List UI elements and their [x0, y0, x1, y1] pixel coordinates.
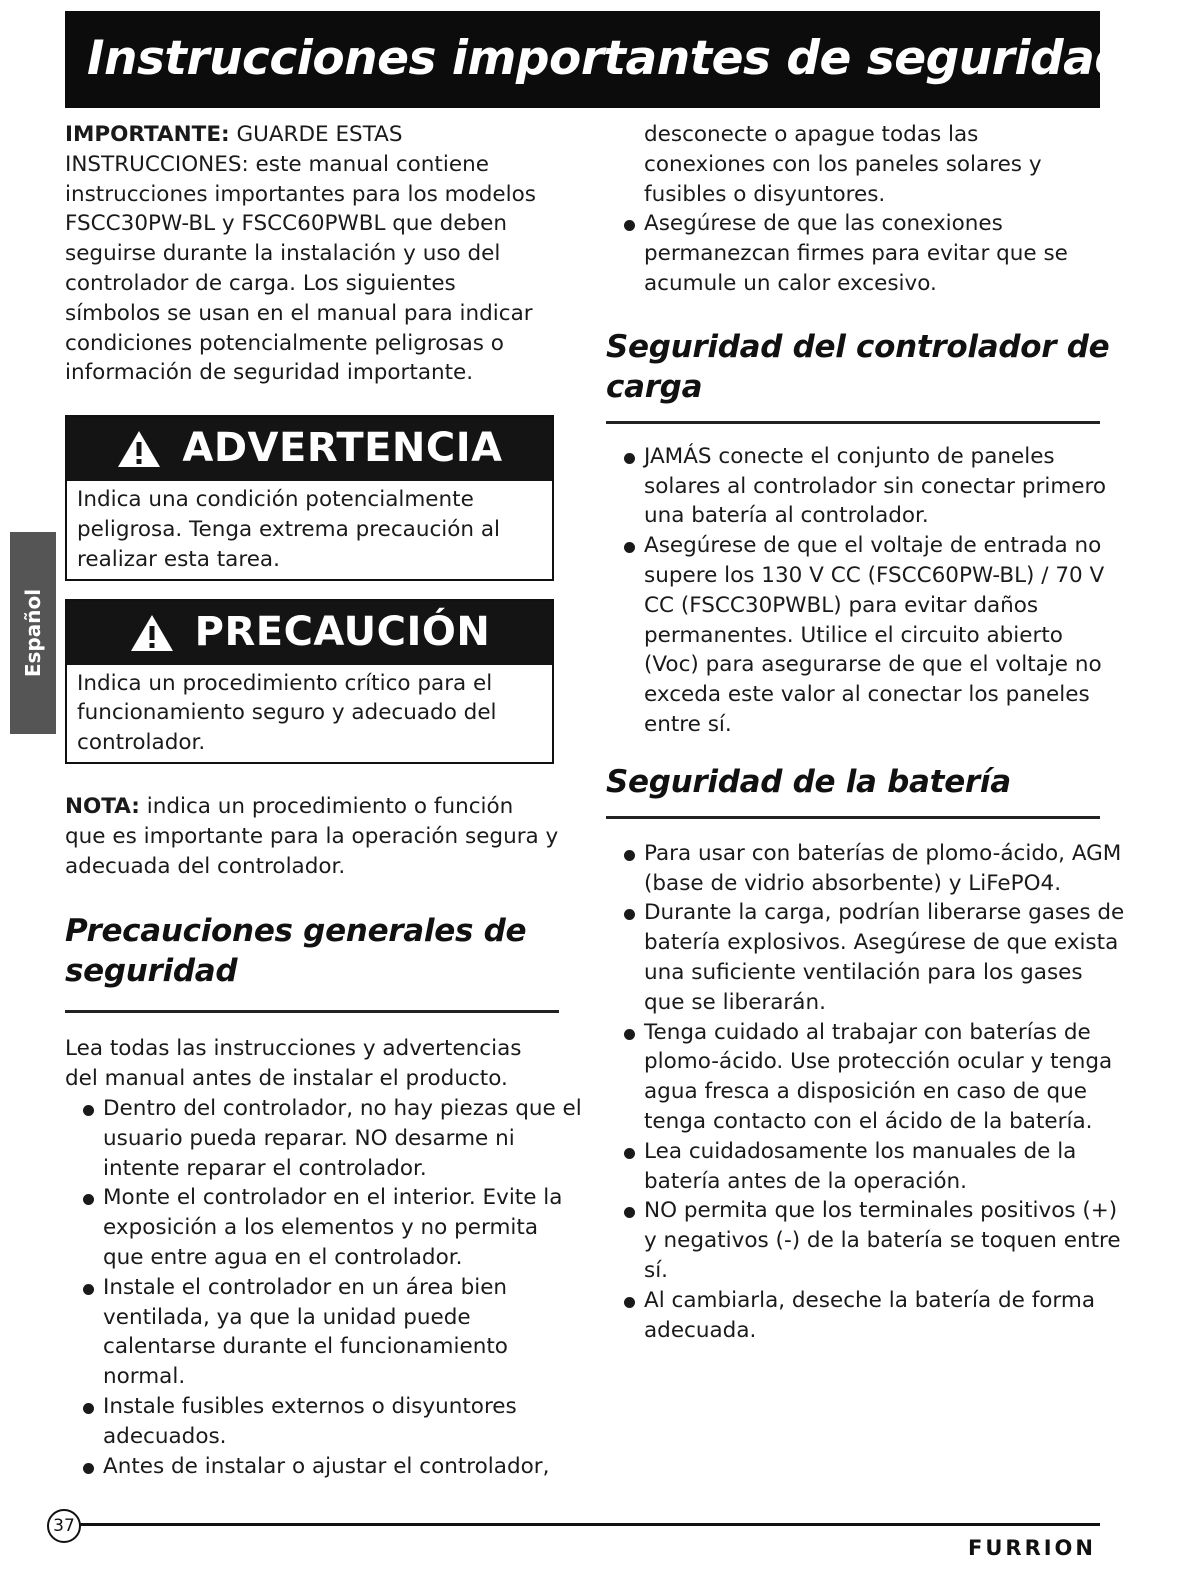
list-item [606, 1286, 1126, 1346]
bullet-icon [83, 1284, 94, 1295]
bullet-icon [624, 1148, 635, 1159]
controller-heading-rule [606, 421, 1100, 424]
list-item [606, 1196, 1126, 1285]
bullet-icon [624, 1297, 635, 1308]
list-item [606, 1137, 1126, 1197]
note-paragraph [65, 792, 560, 881]
list-item-text: Al cambiarla, deseche la batería de forma adecuada. [644, 1287, 1096, 1343]
controller-heading: Seguridad del controlador de carga [606, 328, 1110, 405]
bullet-icon [624, 1207, 635, 1218]
list-item-text: Asegúrese de que las conexiones permanezcan firmes para evitar que se acumule un calor excesivo. [644, 211, 1068, 296]
general-lead: Lea todas las instrucciones y advertencias del manual antes de instalar el producto. [65, 1036, 522, 1092]
intro-text: GUARDE ESTAS INSTRUCCIONES: este manual contiene instrucciones importantes para los modelos FSCC30PW-BL y FSCC60PWBL que deben seguirse durante la instalación y uso del controlador de carga. Los siguientes símbolos se usan en el manual para indicar condiciones potencialmente peligrosas o información de seguridad importante. [65, 122, 536, 386]
page-number: 37 [47, 1509, 81, 1543]
bullet-icon [83, 1105, 94, 1116]
list-item-text: Antes de instalar o ajustar el controlador, [103, 1453, 550, 1479]
note-text: indica un procedimiento o función que es importante para la operación segura y adecuada del controlador. [65, 793, 559, 879]
bullet-icon [624, 453, 635, 464]
list-item [606, 531, 1106, 740]
title-banner [65, 11, 1128, 108]
list-item [606, 839, 1126, 899]
footer-rule [78, 1523, 1100, 1526]
list-item-text: Durante la carga, podrían liberarse gases de batería explosivos. Asegúrese de que exista una suficiente ventilación para los gases que se liberarán. [644, 900, 1125, 1015]
language-tab-label: Español [21, 588, 45, 678]
battery-list [606, 839, 1126, 1346]
caution-box [65, 599, 554, 764]
bullet-icon [624, 1029, 635, 1040]
battery-heading: Seguridad de la batería [606, 763, 1011, 800]
intro-label: IMPORTANTE: [65, 122, 230, 147]
caution-header [67, 601, 552, 665]
intro-paragraph [65, 120, 555, 388]
bullet-icon [83, 1194, 94, 1205]
list-item [65, 1452, 585, 1482]
battery-heading-rule [606, 816, 1100, 819]
bullet-icon [624, 909, 635, 920]
brand-logo: FURRION [968, 1536, 1096, 1560]
general-heading: Precauciones generales de seguridad [65, 913, 527, 990]
list-item-text: JAMÁS conecte el conjunto de paneles solares al controlador sin conectar primero una batería al controlador. [644, 443, 1107, 529]
general-list [65, 1094, 585, 1481]
caution-triangle-icon [129, 613, 175, 653]
list-item [65, 1094, 585, 1183]
warning-label: ADVERTENCIA [182, 425, 503, 472]
list-item [65, 1273, 585, 1392]
list-item-text: Dentro del controlador, no hay piezas que el usuario pueda reparar. NO desarme ni intente reparar el controlador. [103, 1095, 582, 1181]
list-item-text: Lea cuidadosamente los manuales de la batería antes de la operación. [644, 1138, 1077, 1194]
list-item [606, 898, 1126, 1017]
bullet-icon [624, 220, 635, 231]
controller-list [606, 442, 1106, 740]
general-continued-text: desconecte o apague todas las conexiones con los paneles solares y fusibles o disyuntores. [644, 122, 1042, 207]
list-item-text: Instale fusibles externos o disyuntores adecuados. [103, 1393, 517, 1449]
list-item [606, 209, 1086, 298]
right-column [606, 120, 1126, 1345]
list-item [65, 1392, 585, 1452]
language-tab [10, 532, 56, 734]
warning-text: Indica una condición potencialmente peligrosa. Tenga extrema precaución al realizar esta tarea. [77, 487, 500, 572]
caution-text: Indica un procedimiento crítico para el funcionamiento seguro y adecuado del controlador. [77, 670, 497, 756]
warning-header [67, 417, 552, 481]
general-list-continued [606, 209, 1086, 298]
caution-label: PRECAUCIÓN [194, 608, 491, 655]
list-item-text: Para usar con baterías de plomo-ácido, AGM (base de vidrio absorbente) y LiFePO4. [644, 840, 1122, 896]
list-item-text: Tenga cuidado al trabajar con baterías de plomo-ácido. Use protección ocular y tenga agua fresca a disposición en caso de que tenga contacto con el ácido de la batería. [644, 1019, 1113, 1134]
warning-box [65, 415, 554, 580]
bullet-icon [83, 1463, 94, 1474]
list-item [65, 1183, 585, 1272]
note-label: NOTA: [65, 793, 140, 819]
list-item-text: Monte el controlador en el interior. Evite la exposición a los elementos y no permita que entre agua en el controlador. [103, 1185, 563, 1270]
list-item-text: Instale el controlador en un área bien ventilada, ya que la unidad puede calentarse durante el funcionamiento normal. [103, 1274, 508, 1390]
list-item [606, 442, 1106, 531]
general-heading-rule [65, 1010, 559, 1013]
bullet-icon [624, 850, 635, 861]
bullet-icon [83, 1403, 94, 1414]
left-column [65, 120, 585, 1481]
bullet-icon [624, 542, 635, 553]
list-item-text: NO permita que los terminales positivos (+) y negativos (-) de la batería se toquen entre sí. [644, 1198, 1121, 1283]
page-title: Instrucciones importantes de seguridad [87, 31, 1128, 86]
list-item [606, 1018, 1126, 1137]
warning-triangle-icon [116, 429, 162, 469]
list-item-text: Asegúrese de que el voltaje de entrada no supere los 130 V CC (FSCC60PW-BL) / 70 V CC (FSCC30PWBL) para evitar daños permanentes. Utilice el circuito abierto (Voc) para asegurarse de que el voltaje no exceda este valor al conectar los paneles entre sí. [644, 533, 1105, 737]
